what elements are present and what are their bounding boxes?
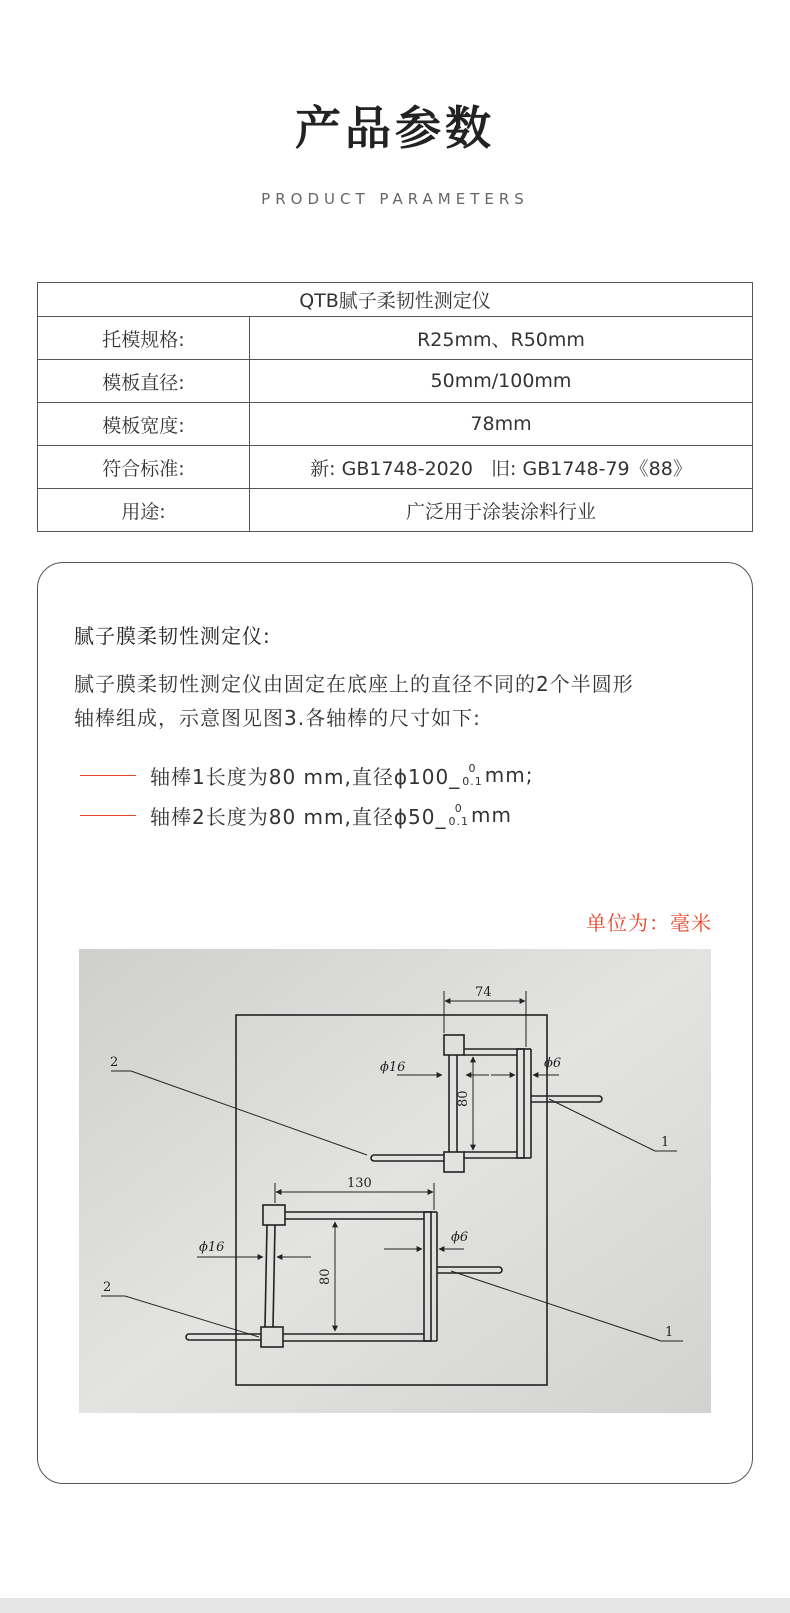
row-value: 新: GB1748-2020 旧: GB1748-79《88》 — [250, 446, 753, 489]
tolerance: 0 0.1 — [462, 762, 483, 788]
table-row — [38, 446, 753, 489]
unit-note: 单位为：毫米 — [586, 911, 712, 935]
page-title: 产品参数 — [295, 101, 495, 155]
page-subtitle: PRODUCT PARAMETERS — [261, 190, 529, 208]
spec-suffix: mm; — [484, 763, 534, 787]
spec-item-1 — [80, 760, 533, 790]
desc-line: 轴棒组成，示意图见图3.各轴棒的尺寸如下: — [74, 706, 481, 730]
table-caption: QTB腻子柔韧性测定仪 — [38, 283, 753, 317]
label-2-top: 2 — [110, 1055, 119, 1070]
card-description — [74, 667, 724, 735]
row-key: 符合标准: — [38, 446, 250, 489]
description-card — [37, 562, 753, 1484]
phi6-bottom: ϕ6 — [451, 1230, 469, 1245]
spec-item-2 — [80, 800, 512, 830]
len80-top: 80 — [456, 1090, 471, 1107]
dim-74: 74 — [475, 985, 492, 1000]
phi6-top: ϕ6 — [544, 1056, 562, 1071]
table-row — [38, 317, 753, 360]
bottom-divider — [0, 1598, 790, 1613]
dim-130: 130 — [347, 1176, 372, 1191]
label-1-bottom: 1 — [665, 1325, 674, 1340]
label-2-bottom: 2 — [103, 1280, 112, 1295]
table-row — [38, 403, 753, 446]
schematic-drawing — [79, 949, 711, 1413]
row-value: 78mm — [250, 403, 753, 446]
red-dash-icon — [80, 775, 136, 776]
row-value: 50mm/100mm — [250, 360, 753, 403]
row-key: 托模规格: — [38, 317, 250, 360]
desc-line: 腻子膜柔韧性测定仪由固定在底座上的直径不同的2个半圆形 — [74, 672, 634, 696]
row-key: 模板直径: — [38, 360, 250, 403]
phi16-bottom: ϕ16 — [199, 1240, 225, 1255]
tolerance: 0 0.1 — [448, 802, 469, 828]
spec-suffix: mm — [471, 803, 512, 827]
phi16-top: ϕ16 — [380, 1060, 406, 1075]
table-row — [38, 489, 753, 532]
parameter-table — [37, 282, 753, 532]
card-title: 腻子膜柔韧性测定仪: — [74, 624, 271, 648]
red-dash-icon — [80, 815, 136, 816]
row-key: 用途: — [38, 489, 250, 532]
len80-bottom: 80 — [318, 1268, 333, 1285]
table-row — [38, 360, 753, 403]
row-value: R25mm、R50mm — [250, 317, 753, 360]
row-key: 模板宽度: — [38, 403, 250, 446]
spec-text: 轴棒2长度为80 mm,直径ϕ50_ — [150, 804, 447, 829]
table-header-row — [38, 283, 753, 317]
paper-background — [79, 949, 711, 1413]
spec-text: 轴棒1长度为80 mm,直径ϕ100_ — [150, 764, 461, 789]
row-value: 广泛用于涂装涂料行业 — [250, 489, 753, 532]
label-1-top: 1 — [661, 1135, 670, 1150]
